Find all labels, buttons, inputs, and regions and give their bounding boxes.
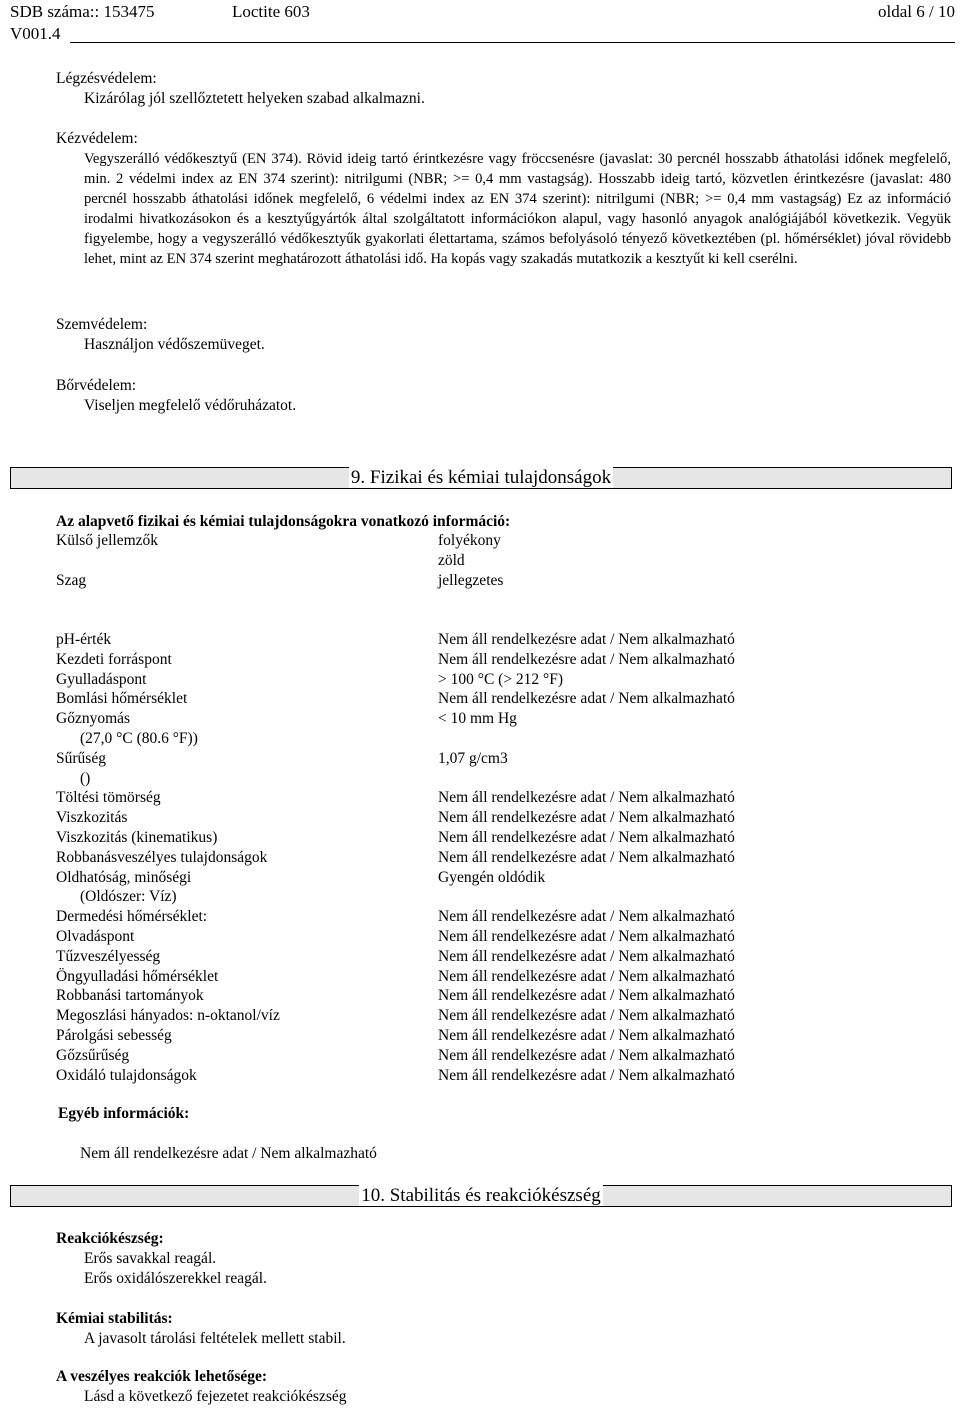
skin-protection — [56, 376, 951, 416]
eye-text: Használjon védőszemüveget. — [84, 336, 265, 353]
table-row — [56, 531, 936, 551]
property-label: Öngyulladási hőmérséklet — [56, 967, 219, 985]
property-value: jellegzetes — [438, 571, 504, 589]
reactivity-title: Reakciókészség: — [56, 1230, 164, 1247]
property-label: Tűzveszélyesség — [56, 947, 161, 965]
property-label: Viszkozitás — [56, 809, 128, 827]
property-value: Nem áll rendelkezésre adat / Nem alkalmazható — [438, 1046, 735, 1064]
property-label: Párolgási sebesség — [56, 1026, 172, 1044]
table-row — [56, 729, 936, 749]
table-row — [56, 1026, 936, 1046]
sdb-number: SDB száma:: 153475 — [10, 2, 155, 21]
hand-text: Vegyszerálló védőkesztyű (EN 374). Rövid ideig tartó érintkezésre vagy fröccsenésre (javaslat: 30 percnél hosszabb áthatolási időnek megfelelő, min. 2 védelmi index az EN 374 szerint): nitrilgumi (NBR; >= 0,4 mm vastagság). Hosszabb ideig tartó, közvetlen érintkezésre (javaslat: 480 percnél hosszabb áthatolási időnek megfelelő, 6 védelmi index az EN 374 szerint): nitrilgumi (NBR; >= 0,4 mm vastagság) Ez az információ irodalmi hivatkozásokon és a kesztyűgyártók által szolgáltatott információkon alapul, vagy hasonló anyagok analógiájából következik. Vegyük figyelembe, hogy a vegyszerálló védőkesztyűk gyakorlati élettartama, számos befolyásoló tényező következtében (pl. hőmérséklet) jóval rövidebb lehet, mint az EN 374 szerint meghatározott áthatolási idő. Ha kopás vagy szakadás mutatkozik a kesztyűt ki kell cserélni. — [84, 151, 951, 267]
property-value: 1,07 g/cm3 — [438, 749, 508, 767]
respiratory-text: Kizárólag jól szellőztetett helyeken szabad alkalmazni. — [84, 90, 425, 107]
table-row — [56, 769, 936, 789]
table-row — [56, 1066, 936, 1086]
property-value: Nem áll rendelkezésre adat / Nem alkalmazható — [438, 1066, 735, 1084]
property-value: Nem áll rendelkezésre adat / Nem alkalmazható — [438, 1026, 735, 1044]
property-label: () — [80, 769, 91, 787]
property-label: (27,0 °C (80.6 °F)) — [80, 729, 198, 747]
property-label: Sűrűség — [56, 749, 106, 767]
section-9-title: 9. Fizikai és kémiai tulajdonságok — [350, 467, 612, 488]
stability-text: A javasolt tárolási feltételek mellett stabil. — [84, 1330, 346, 1347]
property-label: Gőznyomás — [56, 710, 131, 728]
property-value: Nem áll rendelkezésre adat / Nem alkalmazható — [438, 809, 735, 827]
section-9-subtitle: Az alapvető fizikai és kémiai tulajdonságokra vonatkozó információ: — [56, 513, 511, 530]
respiratory-protection — [56, 69, 951, 109]
other-info-text: Nem áll rendelkezésre adat / Nem alkalmazható — [80, 1145, 377, 1162]
table-row — [56, 1006, 936, 1026]
property-value: Nem áll rendelkezésre adat / Nem alkalmazható — [438, 650, 735, 668]
table-row — [56, 689, 936, 709]
property-label: Viszkozitás (kinematikus) — [56, 828, 218, 846]
property-value: Nem áll rendelkezésre adat / Nem alkalmazható — [438, 828, 735, 846]
property-label: Bomlási hőmérséklet — [56, 690, 188, 708]
section-9-banner — [10, 467, 952, 489]
table-row — [56, 947, 936, 967]
property-label: Robbanásveszélyes tulajdonságok — [56, 848, 268, 866]
table-row — [56, 808, 936, 828]
property-label: Külső jellemzők — [56, 532, 159, 549]
table-row — [56, 709, 936, 729]
property-value: Nem áll rendelkezésre adat / Nem alkalmazható — [438, 967, 735, 985]
table-row — [56, 907, 936, 927]
properties-table — [56, 630, 936, 1085]
header-divider — [70, 42, 955, 43]
eye-title: Szemvédelem: — [56, 316, 148, 333]
section-10-banner — [10, 1185, 952, 1207]
chemical-stability — [56, 1309, 951, 1349]
table-row — [56, 749, 936, 769]
table-row — [56, 650, 936, 670]
property-value: Nem áll rendelkezésre adat / Nem alkalmazható — [438, 947, 735, 965]
property-value: Nem áll rendelkezésre adat / Nem alkalmazható — [438, 987, 735, 1005]
eye-protection — [56, 315, 951, 355]
table-row — [56, 1046, 936, 1066]
property-label: Dermedési hőmérséklet: — [56, 908, 208, 926]
property-value: zöld — [438, 551, 465, 569]
property-label: Olvadáspont — [56, 927, 135, 945]
property-label: Robbanási tartományok — [56, 987, 204, 1005]
property-value: folyékony — [438, 532, 501, 549]
property-label: pH-érték — [56, 631, 112, 648]
table-row — [56, 551, 936, 571]
property-label: Gőzsűrűség — [56, 1046, 130, 1064]
property-value: Nem áll rendelkezésre adat / Nem alkalmazható — [438, 908, 735, 926]
product-name: Loctite 603 — [232, 2, 310, 21]
respiratory-title: Légzésvédelem: — [56, 70, 157, 87]
property-label: (Oldószer: Víz) — [80, 888, 177, 906]
property-value: < 10 mm Hg — [438, 710, 517, 728]
property-value: Nem áll rendelkezésre adat / Nem alkalmazható — [438, 789, 735, 807]
table-row — [56, 571, 936, 591]
property-label: Oxidáló tulajdonságok — [56, 1066, 197, 1084]
property-value: Gyengén oldódik — [438, 868, 546, 886]
reactivity — [56, 1229, 951, 1289]
page-header — [10, 2, 955, 46]
hazardous-reactions — [56, 1367, 951, 1407]
table-row — [56, 828, 936, 848]
table-row — [56, 986, 936, 1006]
hand-protection — [56, 129, 951, 269]
table-row — [56, 670, 936, 690]
property-value: Nem áll rendelkezésre adat / Nem alkalmazható — [438, 848, 735, 866]
hazard-text: Lásd a következő fejezetet reakciókészség — [84, 1388, 347, 1405]
table-row — [56, 630, 936, 650]
hazard-title: A veszélyes reakciók lehetősége: — [56, 1368, 268, 1385]
property-value: Nem áll rendelkezésre adat / Nem alkalmazható — [438, 631, 735, 648]
other-info-title: Egyéb információk: — [58, 1105, 190, 1122]
hand-title: Kézvédelem: — [56, 130, 138, 147]
property-value: Nem áll rendelkezésre adat / Nem alkalmazható — [438, 690, 735, 708]
table-row — [56, 788, 936, 808]
skin-title: Bőrvédelem: — [56, 377, 137, 394]
version: V001.4 — [10, 24, 61, 43]
property-label: Megoszlási hányados: n-oktanol/víz — [56, 1007, 280, 1025]
table-row — [56, 927, 936, 947]
table-row — [56, 848, 936, 868]
section-10-title: 10. Stabilitás és reakciókészség — [361, 1185, 601, 1206]
skin-text: Viseljen megfelelő védőruházatot. — [84, 397, 297, 414]
stability-title: Kémiai stabilitás: — [56, 1310, 173, 1327]
table-row — [56, 967, 936, 987]
reactivity-line: Erős savakkal reagál. — [84, 1250, 217, 1267]
property-label: Oldhatóság, minőségi — [56, 868, 192, 886]
property-label: Kezdeti forráspont — [56, 650, 172, 668]
table-row — [56, 887, 936, 907]
reactivity-line: Erős oxidálószerekkel reagál. — [84, 1270, 267, 1287]
property-value: Nem áll rendelkezésre adat / Nem alkalmazható — [438, 927, 735, 945]
property-value: Nem áll rendelkezésre adat / Nem alkalmazható — [438, 1007, 735, 1025]
property-value: > 100 °C (> 212 °F) — [438, 670, 564, 688]
property-label: Szag — [56, 571, 87, 589]
property-label: Gyulladáspont — [56, 670, 147, 688]
table-row — [56, 868, 936, 888]
page-number: oldal 6 / 10 — [878, 2, 955, 21]
appearance-table — [56, 531, 936, 590]
property-label: Töltési tömörség — [56, 789, 161, 807]
